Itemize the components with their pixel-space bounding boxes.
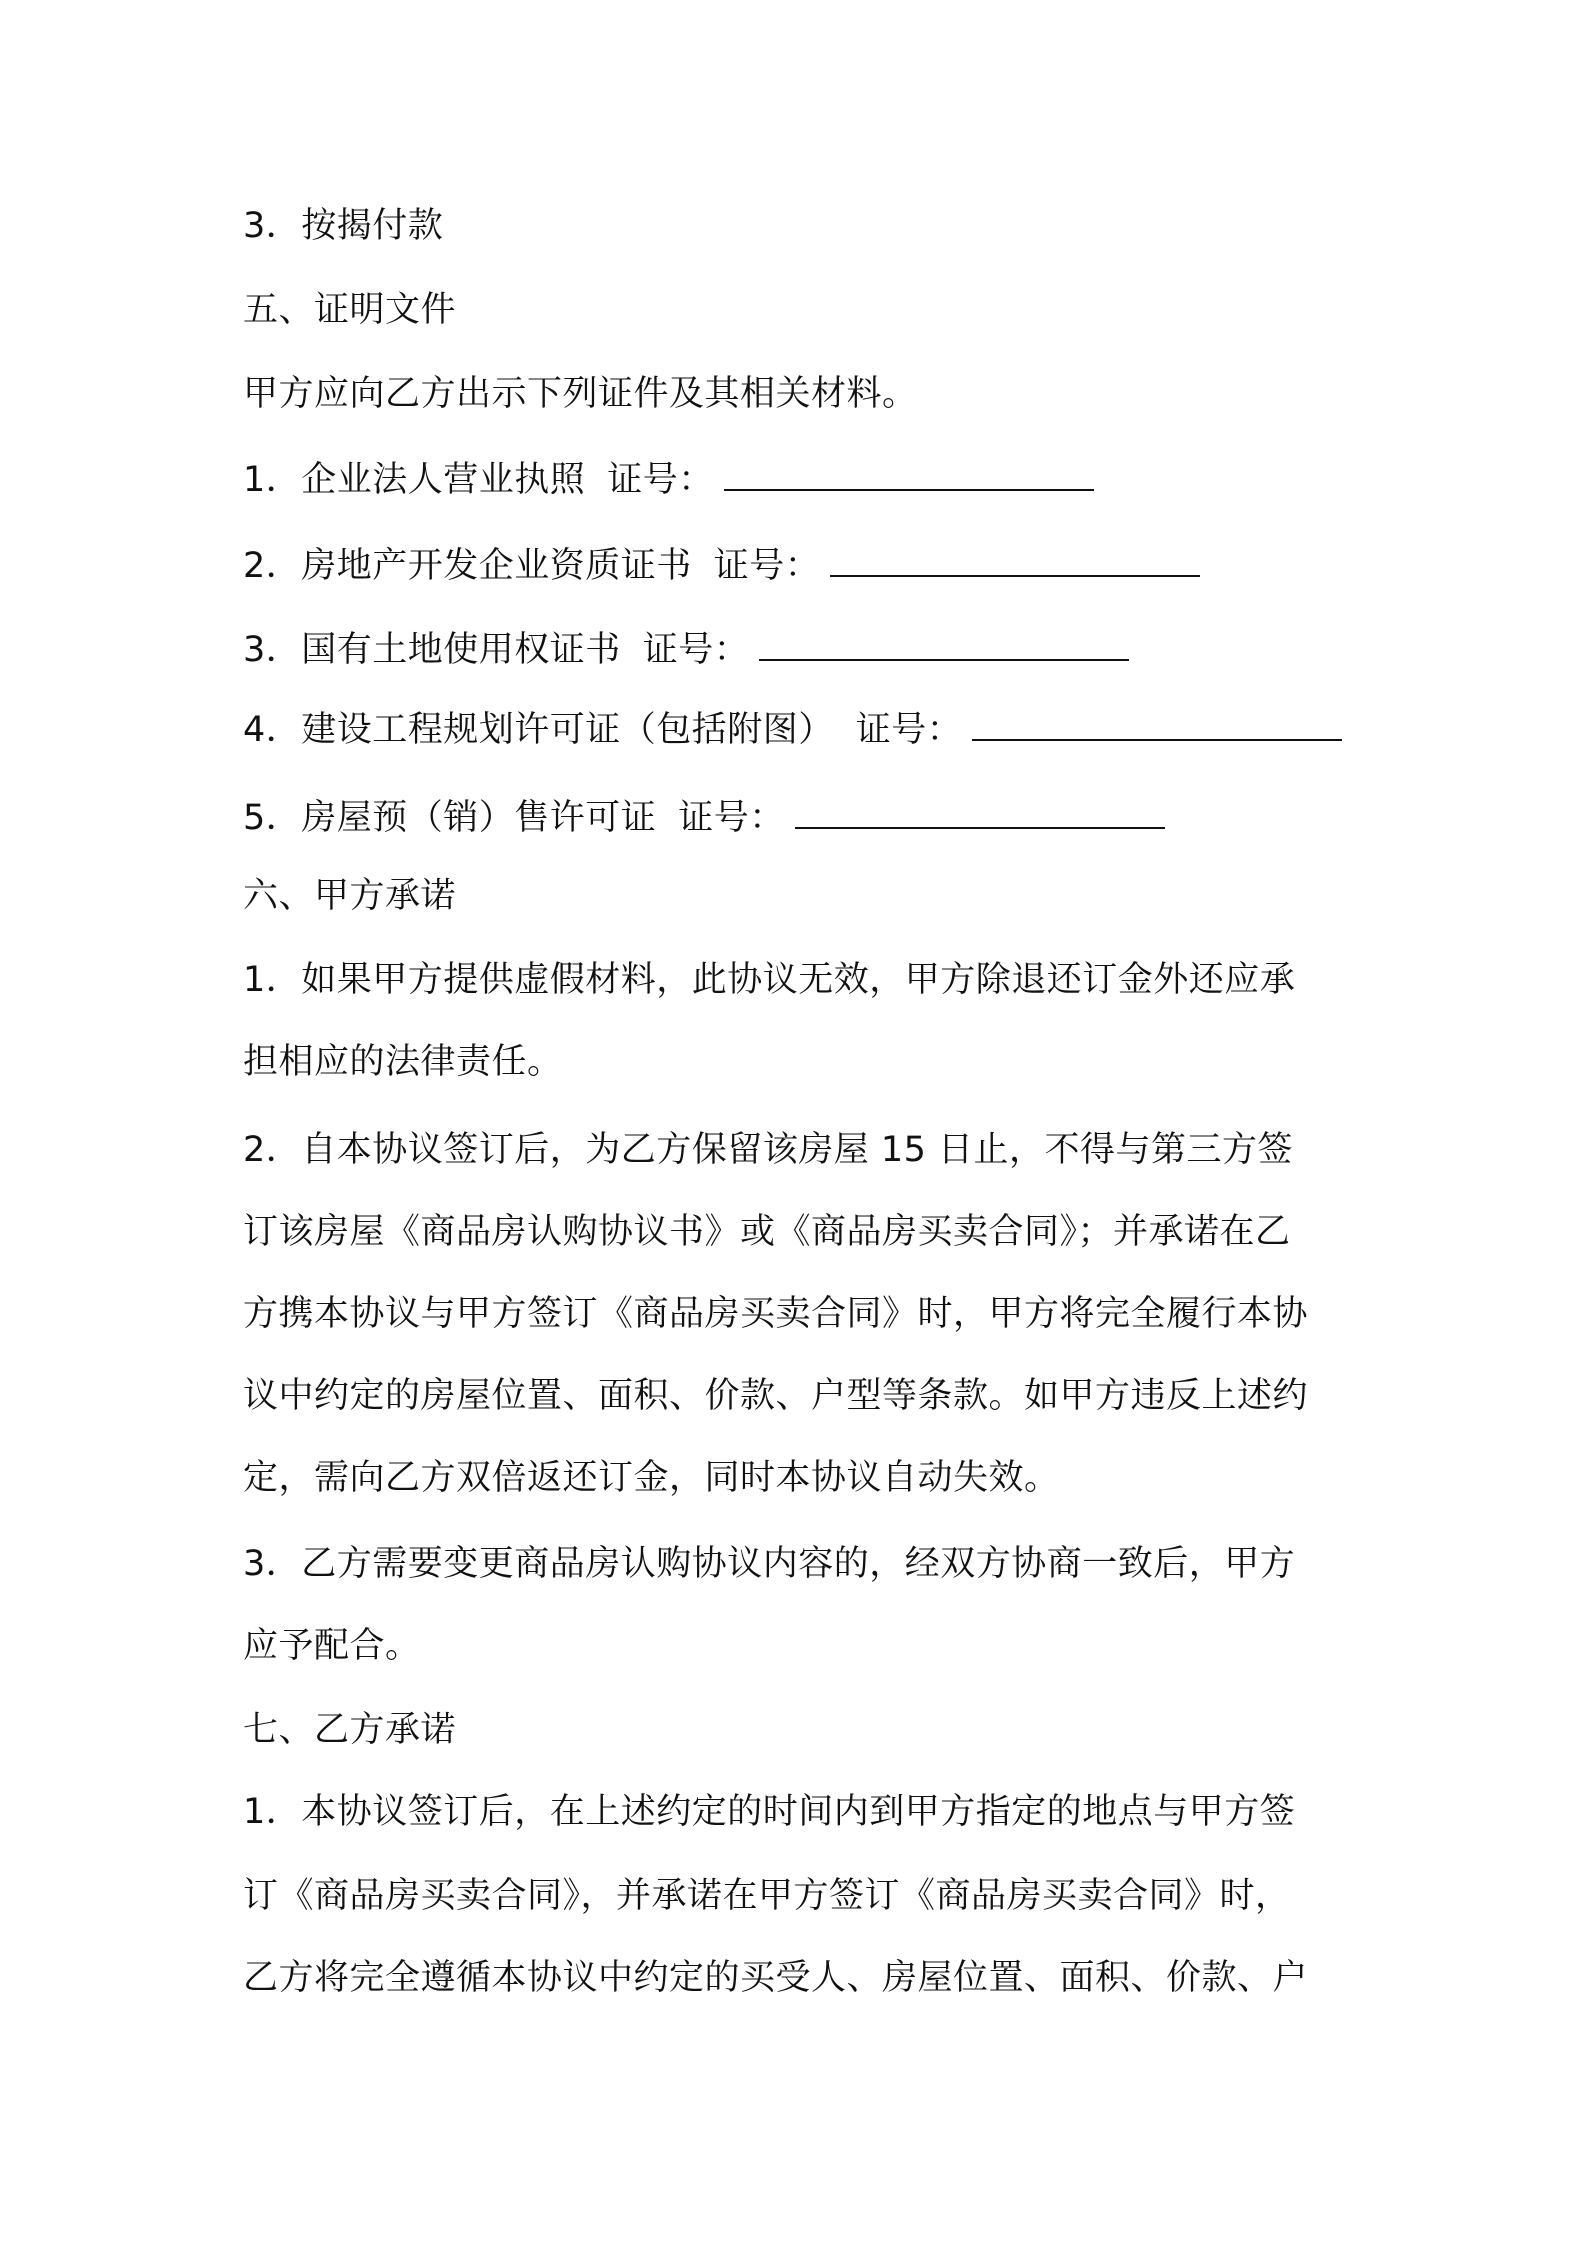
item-3-mortgage-payment: 3．按揭付款 <box>243 206 444 246</box>
paragraph-line: 2．自本协议签订后，为乙方保留该房屋 15 日止，不得与第三方签 <box>243 1130 1294 1170</box>
section-5-intro: 甲方应向乙方出示下列证件及其相关材料。 <box>243 374 918 414</box>
paragraph-line: 议中约定的房屋位置、面积、价款、户型等条款。如甲方违反上述约 <box>243 1376 1309 1416</box>
section-5-heading: 五、证明文件 <box>243 290 457 330</box>
certificate-row-3 <box>243 628 1129 672</box>
paragraph-line: 订该房屋《商品房认购协议书》或《商品房买卖合同》；并承诺在乙 <box>243 1212 1291 1252</box>
section-6-heading: 六、甲方承诺 <box>243 876 457 916</box>
certificate-number-label: 证号： <box>855 710 963 750</box>
paragraph-line: 3．乙方需要变更商品房认购协议内容的，经双方协商一致后，甲方 <box>243 1544 1296 1584</box>
certificate-number-label: 证号： <box>713 546 821 586</box>
certificate-row-5 <box>243 796 1165 840</box>
paragraph-line: 乙方将完全遵循本协议中约定的买受人、房屋位置、面积、价款、户 <box>243 1958 1309 1998</box>
certificate-label: 1．企业法人营业执照 <box>243 460 586 500</box>
paragraph-line: 1．如果甲方提供虚假材料，此协议无效，甲方除退还订金外还应承 <box>243 960 1296 1000</box>
certificate-number-label: 证号： <box>678 798 785 838</box>
paragraph-line: 1．本协议签订后，在上述约定的时间内到甲方指定的地点与甲方签 <box>243 1792 1296 1832</box>
paragraph-line: 担相应的法律责任。 <box>243 1042 563 1082</box>
paragraph-line: 应予配合。 <box>243 1626 421 1666</box>
certificate-number-blank[interactable] <box>830 545 1200 577</box>
certificate-label: 4．建设工程规划许可证（包括附图） <box>243 710 834 750</box>
paragraph-line: 订《商品房买卖合同》，并承诺在甲方签订《商品房买卖合同》时， <box>243 1876 1291 1916</box>
certificate-number-blank[interactable] <box>759 629 1129 661</box>
certificate-label: 5．房屋预（销）售许可证 <box>243 798 657 838</box>
certificate-label: 2．房地产开发企业资质证书 <box>243 546 692 586</box>
section-7-heading: 七、乙方承诺 <box>243 1710 457 1750</box>
certificate-row-2 <box>243 544 1200 588</box>
paragraph-line: 方携本协议与甲方签订《商品房买卖合同》时，甲方将完全履行本协 <box>243 1294 1309 1334</box>
certificate-number-blank[interactable] <box>795 797 1165 829</box>
certificate-number-label: 证号： <box>642 630 750 670</box>
certificate-number-label: 证号： <box>607 460 714 500</box>
certificate-row-1 <box>243 458 1094 502</box>
certificate-number-blank[interactable] <box>972 709 1342 741</box>
paragraph-line: 定，需向乙方双倍返还订金，同时本协议自动失效。 <box>243 1458 1060 1498</box>
certificate-number-blank[interactable] <box>724 459 1094 491</box>
certificate-label: 3．国有土地使用权证书 <box>243 630 621 670</box>
certificate-row-4 <box>243 708 1342 752</box>
